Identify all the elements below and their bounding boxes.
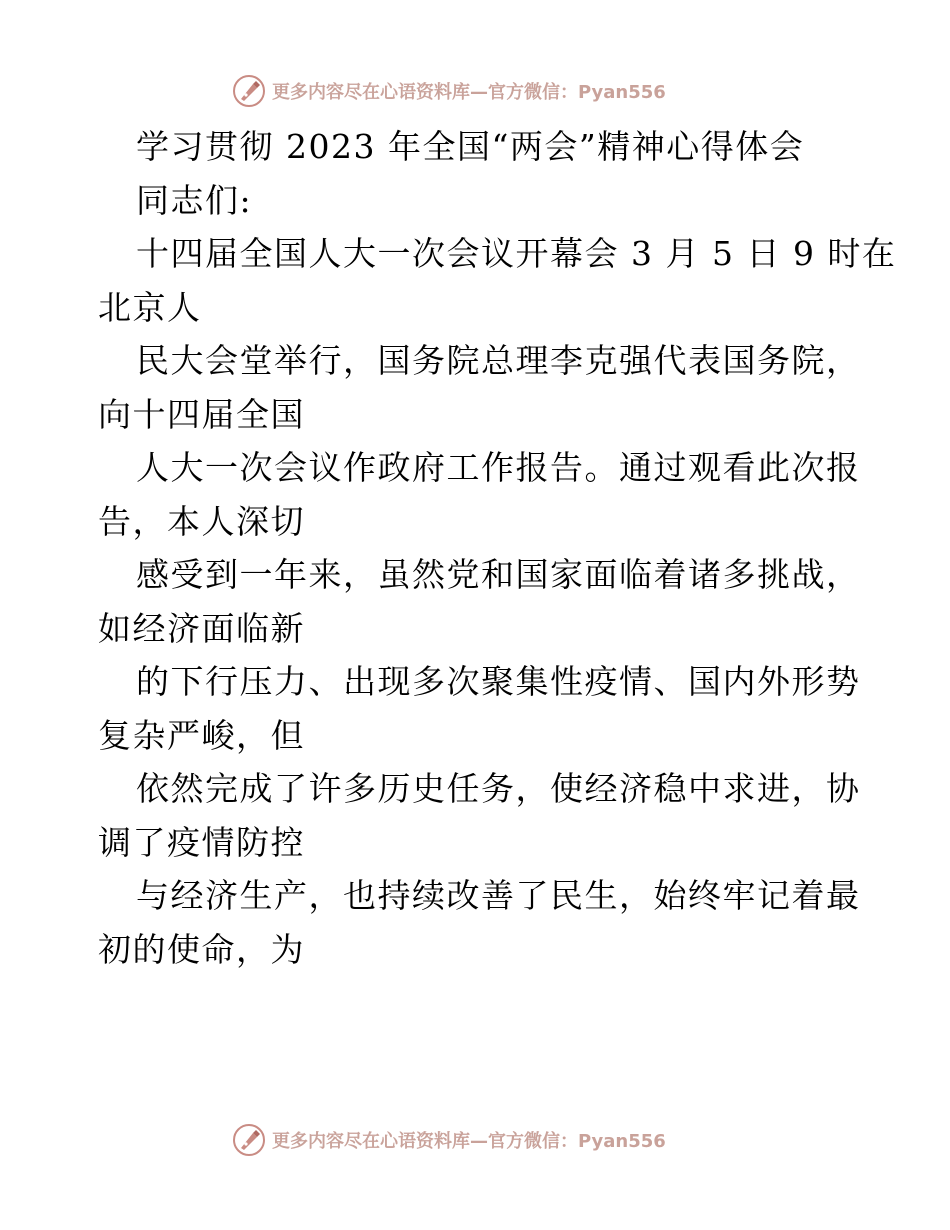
- text-line: 同志们:: [136, 180, 253, 220]
- text-line: 与经济生产，也持续改善了民生，始终牢记着最: [136, 876, 861, 915]
- text-line: 北京人: [98, 287, 202, 327]
- text-line: 的下行压力、出现多次聚集性疫情、国内外形势: [136, 662, 861, 701]
- text-line: 告，本人深切: [98, 501, 305, 541]
- text-line: 如经济面临新: [98, 608, 305, 648]
- text-line: 向十四届全国: [98, 394, 305, 434]
- watermark-text: 更多内容尽在心语资料库—官方微信：Pyan556: [272, 1131, 666, 1152]
- pen-nib-logo-icon: [232, 1123, 266, 1157]
- text-line: 复杂严峻，但: [98, 715, 305, 755]
- header-watermark-banner: [232, 72, 666, 110]
- watermark-text: 更多内容尽在心语资料库—官方微信：Pyan556: [272, 82, 666, 103]
- text-line: 学习贯彻 2023 年全国“两会”精神心得体会: [136, 127, 805, 166]
- text-line: 民大会堂举行，国务院总理李克强代表国务院，: [136, 341, 861, 380]
- document-body: [98, 122, 897, 978]
- text-line: 人大一次会议作政府工作报告。通过观看此次报: [136, 448, 861, 487]
- text-line: 十四届全国人大一次会议开幕会 3 月 5 日 9 时在: [136, 234, 897, 273]
- footer-watermark-banner: [232, 1121, 666, 1159]
- text-line: 调了疫情防控: [98, 822, 305, 862]
- pen-nib-logo-icon: [232, 74, 266, 108]
- text-line: 初的使命，为: [98, 929, 305, 969]
- text-line: 依然完成了许多历史任务，使经济稳中求进，协: [136, 769, 861, 808]
- text-line: 感受到一年来，虽然党和国家面临着诸多挑战，: [136, 555, 861, 594]
